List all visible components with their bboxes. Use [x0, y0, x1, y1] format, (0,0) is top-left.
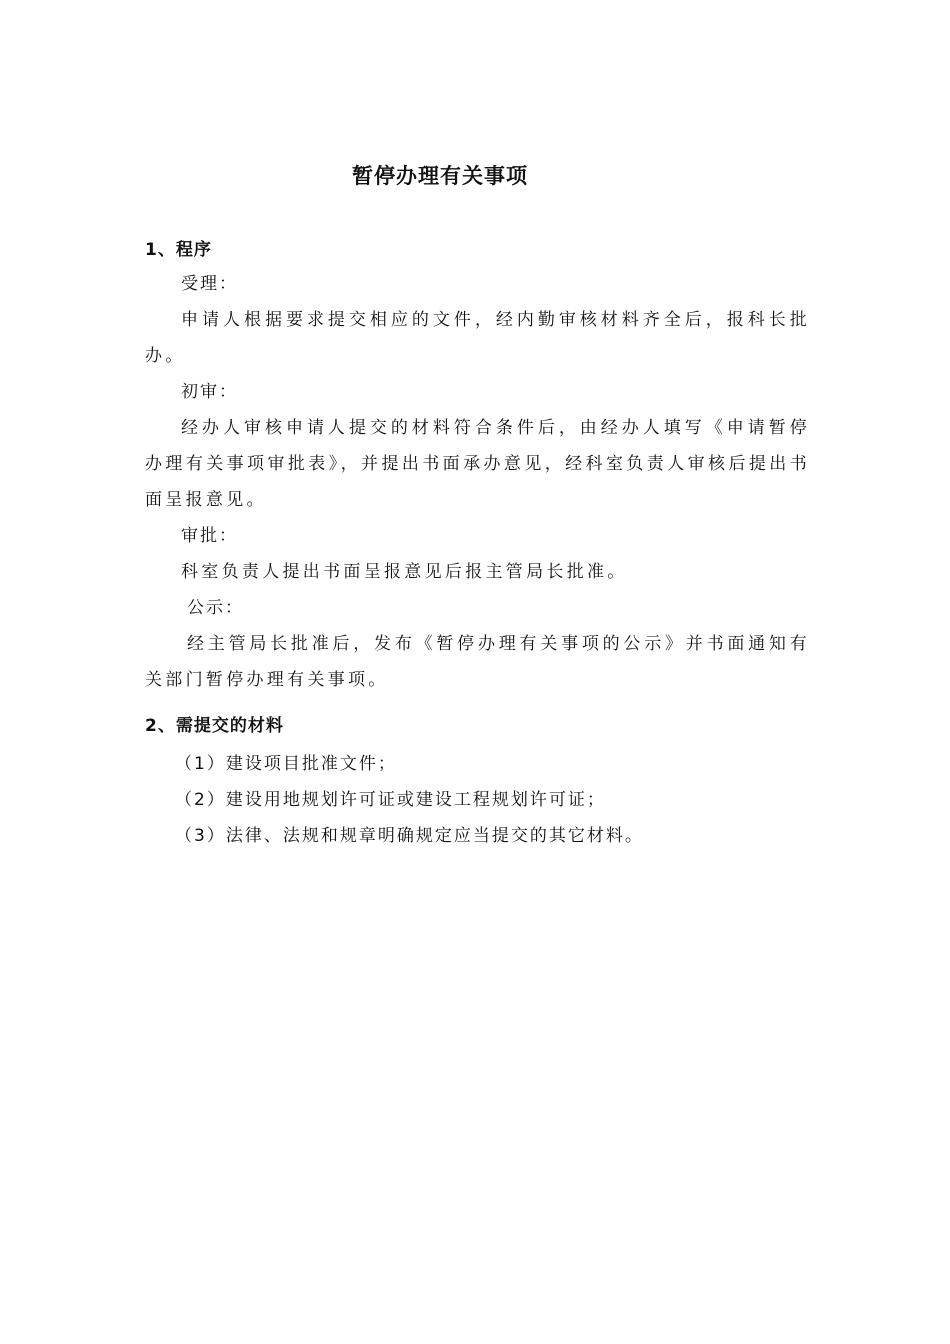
- section-heading-procedure: 1、程序: [145, 240, 212, 260]
- label-publicity: 公示：: [187, 598, 244, 618]
- paragraph-publicity: 经主管局长批准后，发布《暂停办理有关事项的公示》并书面通知有关部门暂停办理有关事项。: [145, 634, 810, 690]
- list-item: （2）建设用地规划许可证或建设工程规划许可证；: [175, 790, 606, 810]
- list-item: （3）法律、法规和规章明确规定应当提交的其它材料。: [175, 826, 644, 846]
- paragraph-accept: 申请人根据要求提交相应的文件，经内勤审核材料齐全后，报科长批办。: [145, 310, 810, 366]
- label-preliminary-review: 初审：: [181, 382, 238, 402]
- document-title: 暂停办理有关事项: [352, 164, 528, 188]
- list-item: （1）建设项目批准文件；: [175, 754, 397, 774]
- paragraph-approval: 科室负责人提出书面呈报意见后报主管局长批准。: [181, 562, 628, 582]
- paragraph-preliminary-review: 经办人审核申请人提交的材料符合条件后，由经办人填写《申请暂停办理有关事项审批表》，并提出书面承办意见，经科室负责人审核后提出书面呈报意见。: [145, 418, 810, 510]
- label-accept: 受理：: [181, 274, 238, 294]
- document-body: [145, 234, 810, 854]
- label-approval: 审批：: [181, 526, 238, 546]
- section-heading-materials: 2、需提交的材料: [145, 716, 284, 736]
